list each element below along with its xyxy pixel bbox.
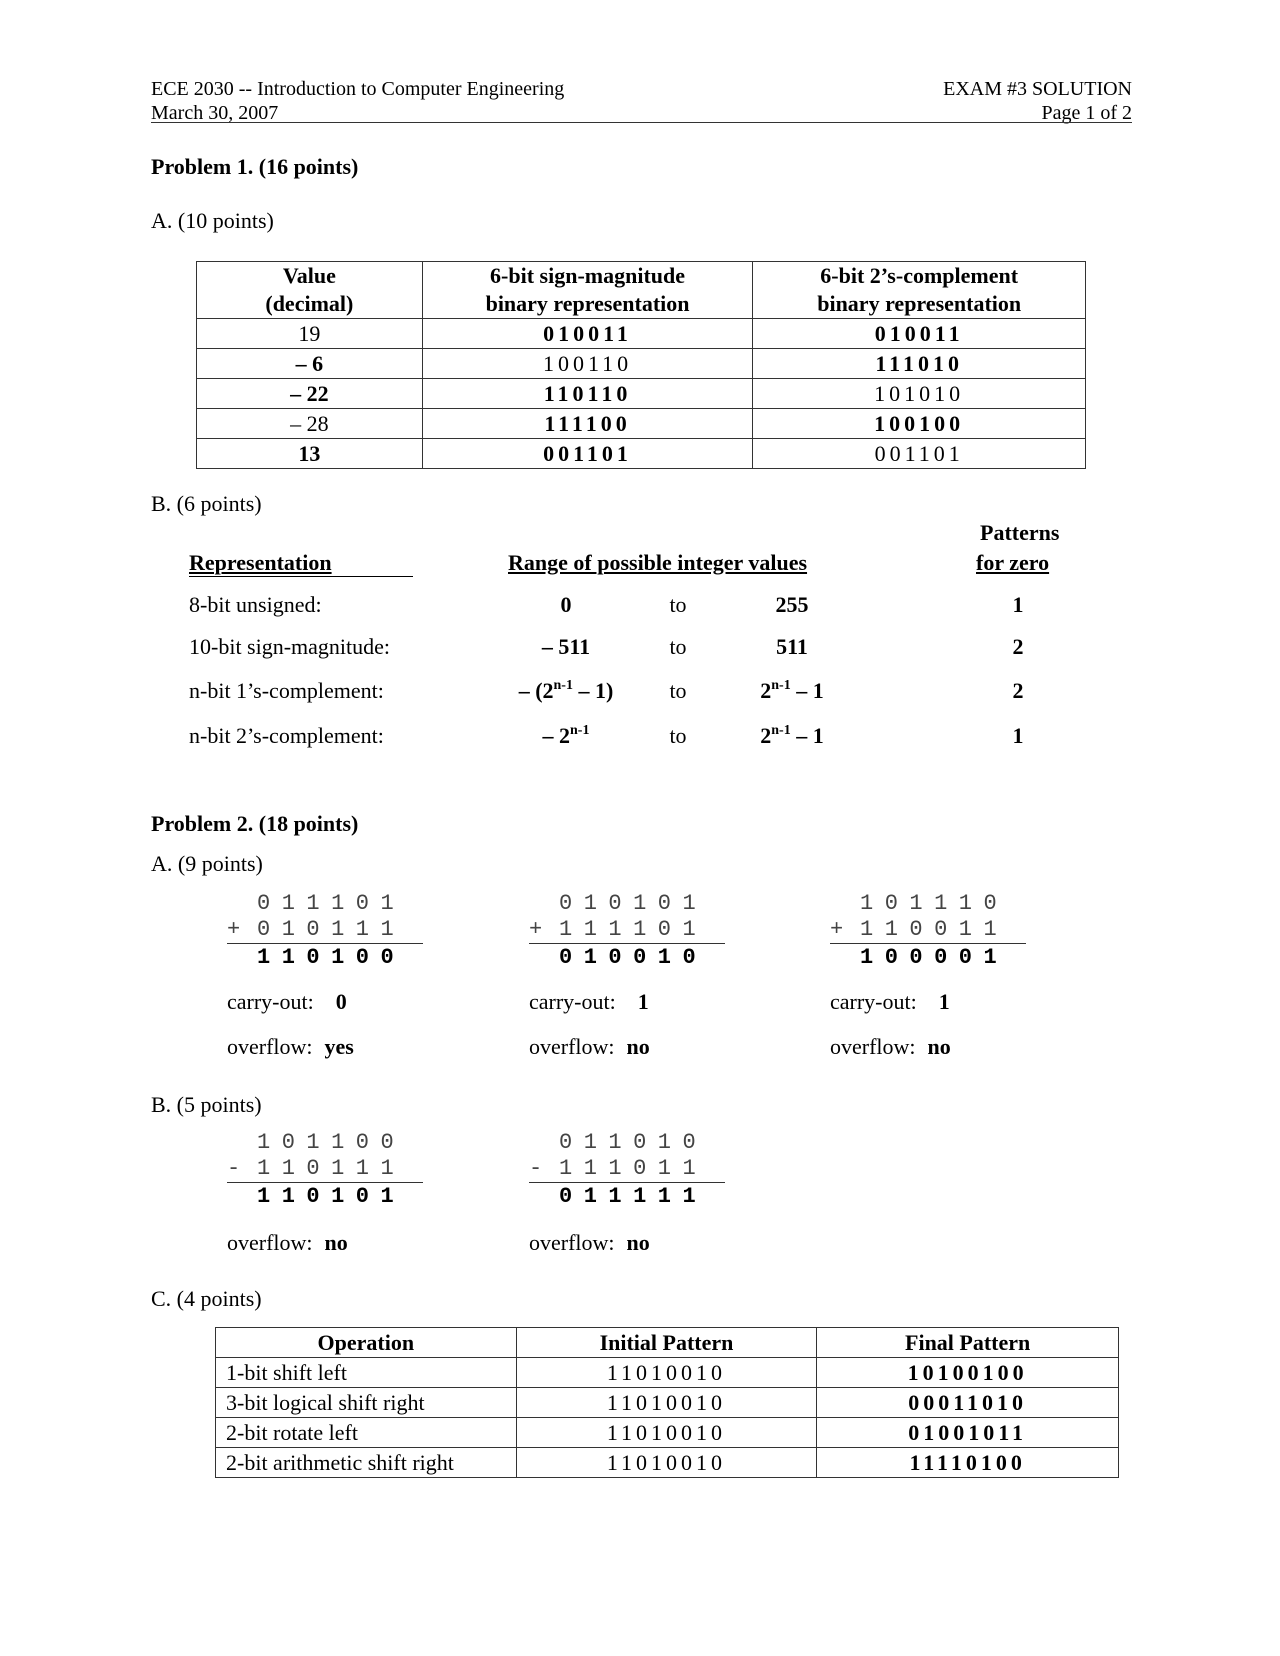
cell-initial: 11010010 — [516, 1418, 817, 1448]
cell-initial: 11010010 — [516, 1358, 817, 1388]
page-number: Page 1 of 2 — [1041, 102, 1132, 124]
range-header: Range of possible integer values — [508, 550, 808, 575]
overflow: overflow: no — [529, 1230, 650, 1255]
number-representation-table — [196, 261, 1086, 469]
operand-top: 011101 — [257, 891, 406, 916]
operator: - — [227, 1156, 252, 1181]
cell-sm: 010011 — [422, 319, 753, 349]
operand-bottom: 010111 — [257, 917, 406, 942]
cell-sm: 111100 — [422, 409, 753, 439]
operand-top: 010101 — [559, 891, 708, 916]
zero-patterns: 2 — [1012, 634, 1024, 659]
patterns-header-1: Patterns — [980, 520, 1060, 545]
zero-patterns: 1 — [1012, 723, 1024, 748]
range-min: – 2$^{n-1}$ — [542, 723, 590, 748]
table-row — [216, 1448, 1119, 1478]
operand-bottom: 111011 — [559, 1156, 708, 1181]
representation-label: 10-bit sign-magnitude: — [189, 634, 391, 659]
result: 010010 — [559, 945, 708, 970]
table-row — [216, 1358, 1119, 1388]
part-2a-label: A. (9 points) — [151, 851, 263, 876]
operator: + — [830, 917, 855, 942]
cell-tc: 100100 — [753, 409, 1086, 439]
part-2b-label: B. (5 points) — [151, 1092, 262, 1117]
part-a-label: A. (10 points) — [151, 208, 274, 233]
range-min: – (2$^{n-1}$ – 1) — [518, 678, 614, 703]
range-max: 511 — [776, 634, 808, 659]
operator: + — [529, 917, 554, 942]
to-label: to — [669, 634, 687, 659]
cell-sm: 100110 — [422, 349, 753, 379]
table-row — [197, 319, 1086, 349]
table-row — [197, 379, 1086, 409]
problem-1-title: Problem 1. (16 points) — [151, 154, 359, 179]
cell-initial: 11010010 — [516, 1388, 817, 1418]
exam-date: March 30, 2007 — [151, 102, 279, 124]
sum-line — [227, 1182, 423, 1183]
sum-line — [529, 943, 725, 944]
exam-title: EXAM #3 SOLUTION — [943, 78, 1132, 100]
cell-sm: 001101 — [422, 439, 753, 469]
header-rule — [151, 122, 1132, 123]
result: 110100 — [257, 945, 406, 970]
col-header-final: Final Pattern — [817, 1328, 1119, 1358]
cell-value: – 28 — [197, 409, 423, 439]
operand-top: 101110 — [860, 891, 1009, 916]
carry-out: carry-out: 1 — [529, 989, 649, 1014]
representation-label: n-bit 2’s-complement: — [189, 723, 384, 748]
table-row — [216, 1418, 1119, 1448]
table-row — [197, 349, 1086, 379]
table-row — [216, 1388, 1119, 1418]
operand-top: 101100 — [257, 1130, 406, 1155]
overflow: overflow: no — [227, 1230, 348, 1255]
result: 100001 — [860, 945, 1009, 970]
result: 011111 — [559, 1184, 708, 1209]
cell-final: 11110100 — [817, 1448, 1119, 1478]
zero-patterns: 2 — [1012, 678, 1024, 703]
operand-top: 011010 — [559, 1130, 708, 1155]
sum-line — [529, 1182, 725, 1183]
table-row — [197, 439, 1086, 469]
operator: - — [529, 1156, 554, 1181]
course-title: ECE 2030 -- Introduction to Computer Engineering — [151, 78, 565, 100]
cell-tc: 001101 — [753, 439, 1086, 469]
cell-final: 01001011 — [817, 1418, 1119, 1448]
sum-line — [830, 943, 1026, 944]
operand-bottom: 110111 — [257, 1156, 406, 1181]
operand-bottom: 111101 — [559, 917, 708, 942]
zero-patterns: 1 — [1012, 592, 1024, 617]
overflow: overflow: no — [529, 1034, 650, 1059]
carry-out: carry-out: 0 — [227, 989, 347, 1014]
patterns-header-2: for zero — [976, 550, 1050, 575]
representation-header: Representation — [189, 552, 413, 577]
overflow: overflow: no — [830, 1034, 951, 1059]
col-header-sign-magnitude: 6-bit sign-magnitude binary representation — [422, 262, 753, 319]
cell-tc: 010011 — [753, 319, 1086, 349]
cell-operation: 3-bit logical shift right — [216, 1388, 517, 1418]
range-min: – 511 — [541, 634, 591, 659]
range-max: 2$^{n-1}$ – 1 — [760, 678, 824, 703]
cell-operation: 1-bit shift left — [216, 1358, 517, 1388]
shift-operations-table — [215, 1327, 1119, 1478]
table-row — [197, 409, 1086, 439]
to-label: to — [669, 678, 687, 703]
col-header-value: Value (decimal) — [197, 262, 423, 319]
col-header-initial: Initial Pattern — [516, 1328, 817, 1358]
cell-final: 00011010 — [817, 1388, 1119, 1418]
cell-value: 19 — [197, 319, 423, 349]
problem-2-title: Problem 2. (18 points) — [151, 811, 359, 836]
representation-label: n-bit 1’s-complement: — [189, 678, 384, 703]
col-header-operation: Operation — [216, 1328, 517, 1358]
cell-initial: 11010010 — [516, 1448, 817, 1478]
carry-out: carry-out: 1 — [830, 989, 950, 1014]
range-max: 255 — [775, 592, 809, 617]
to-label: to — [669, 723, 687, 748]
cell-sm: 110110 — [422, 379, 753, 409]
cell-value: – 22 — [197, 379, 423, 409]
cell-operation: 2-bit arithmetic shift right — [216, 1448, 517, 1478]
to-label: to — [669, 592, 687, 617]
part-2c-label: C. (4 points) — [151, 1286, 262, 1311]
operand-bottom: 110011 — [860, 917, 1009, 942]
cell-operation: 2-bit rotate left — [216, 1418, 517, 1448]
part-b-label: B. (6 points) — [151, 491, 262, 516]
result: 110101 — [257, 1184, 406, 1209]
operator: + — [227, 917, 252, 942]
overflow: overflow: yes — [227, 1034, 354, 1059]
sum-line — [227, 943, 423, 944]
cell-tc: 101010 — [753, 379, 1086, 409]
range-max: 2$^{n-1}$ – 1 — [760, 723, 824, 748]
cell-value: – 6 — [197, 349, 423, 379]
col-header-twos-complement: 6-bit 2’s-complement binary representation — [753, 262, 1086, 319]
cell-final: 10100100 — [817, 1358, 1119, 1388]
cell-tc: 111010 — [753, 349, 1086, 379]
cell-value: 13 — [197, 439, 423, 469]
range-min: 0 — [560, 592, 572, 617]
representation-label: 8-bit unsigned: — [189, 592, 322, 617]
